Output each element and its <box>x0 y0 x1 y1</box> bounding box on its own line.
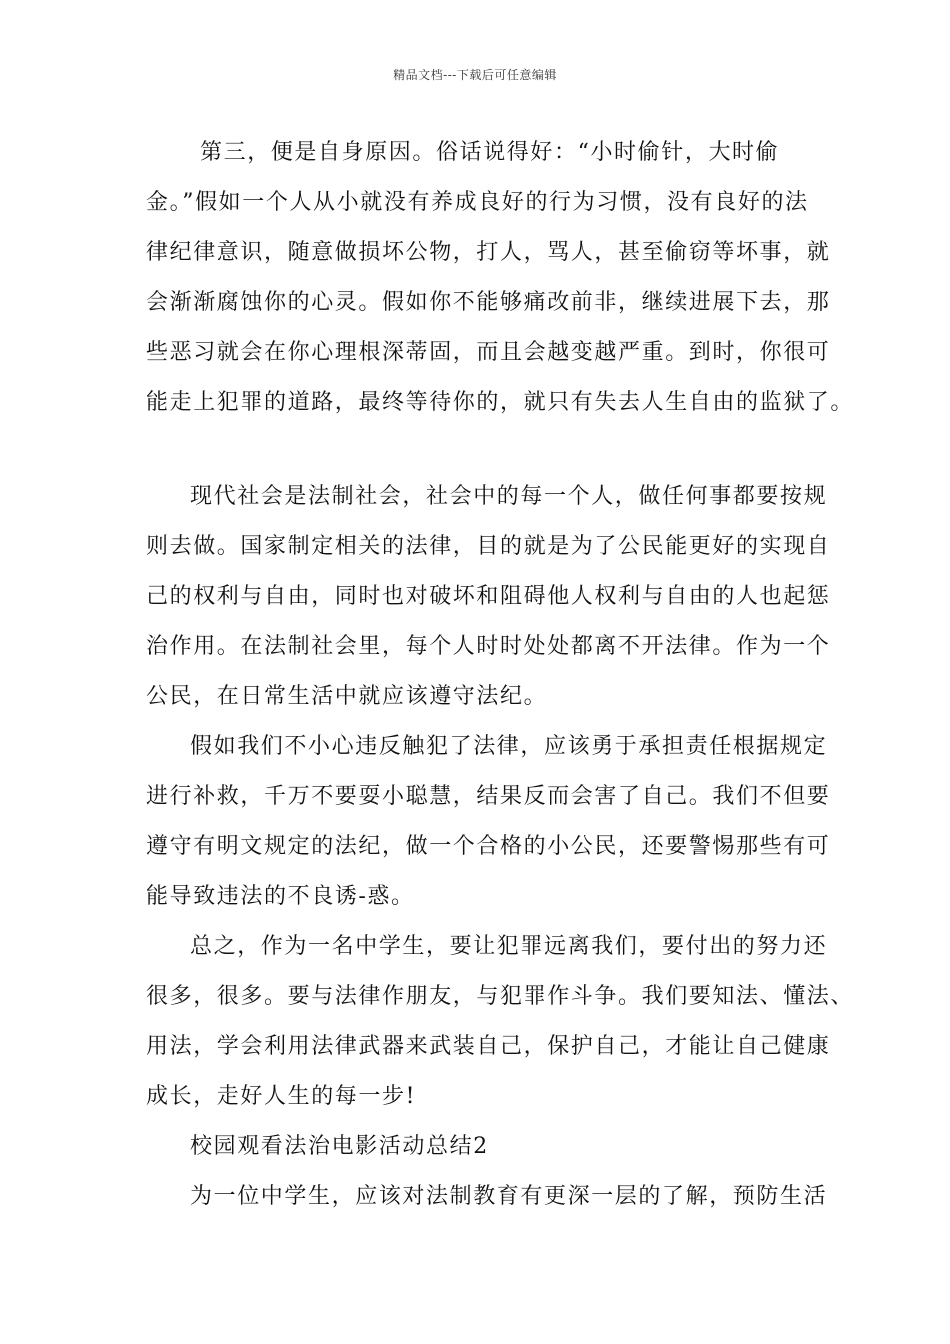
paragraph-line: 用法，学会利用法律武器来武装自己，保护自己，才能让自己健康 <box>146 1034 831 1059</box>
page-header: 精品文档---下载后可任意编辑 <box>393 68 557 82</box>
paragraph-line: 成长，走好人生的每一步! <box>146 1084 417 1109</box>
paragraph-spacer <box>146 428 836 472</box>
paragraph-line: 治作用。在法制社会里，每个人时时处处都离不开法律。作为一个 <box>146 634 831 659</box>
paragraph-line: 假如我们不小心违反触犯了法律，应该勇于承担责任根据规定 <box>190 734 828 759</box>
paragraph-line: 能走上犯罪的道路，最终等待你的，就只有失去人生自由的监狱了。 <box>146 390 855 415</box>
paragraph-line: 第三，便是自身原因。俗话说得好：“小时偷针，大时偷 <box>200 140 780 165</box>
paragraph-line: 己的权利与自由，同时也对破坏和阻碍他人权利与自由的人也起惩 <box>146 584 831 609</box>
paragraph-line: 为一位中学生，应该对法制教育有更深一层的了解，预防生活 <box>190 1184 828 1209</box>
paragraph-line: 能导致违法的不良诱-惑。 <box>146 884 415 909</box>
paragraph-next-section <box>146 1172 836 1222</box>
paragraph-conclusion <box>146 922 855 1122</box>
paragraph-line: 遵守有明文规定的法纪，做一个合格的小公民，还要警惕那些有可 <box>146 834 831 859</box>
paragraph-line: 很多，很多。要与法律作朋友，与犯罪作斗争。我们要知法、懂法、 <box>146 984 855 1009</box>
paragraph-line: 总之，作为一名中学生，要让犯罪远离我们，要付出的努力还 <box>190 934 828 959</box>
paragraph-legal-society <box>146 472 836 722</box>
paragraph-line: 现代社会是法制社会，社会中的每一个人，做任何事都要按规 <box>190 484 828 509</box>
paragraph-line: 会渐渐腐蚀你的心灵。假如你不能够痛改前非，继续进展下去，那 <box>146 290 831 315</box>
section-title: 校园观看法治电影活动总结2 <box>190 1134 489 1159</box>
document-body <box>146 128 855 1222</box>
paragraph-line: 公民，在日常生活中就应该遵守法纪。 <box>146 684 548 709</box>
paragraph-self-reasons <box>146 128 855 428</box>
paragraph-line: 则去做。国家制定相关的法律，目的就是为了公民能更好的实现自 <box>146 534 831 559</box>
paragraph-line: 金。”假如一个人从小就没有养成良好的行为习惯，没有良好的法 <box>146 190 809 215</box>
paragraph-take-responsibility <box>146 722 836 922</box>
section-heading <box>146 1122 836 1172</box>
paragraph-line: 律纪律意识，随意做损坏公物，打人，骂人，甚至偷窃等坏事，就 <box>146 240 831 265</box>
paragraph-line: 些恶习就会在你心理根深蒂固，而且会越变越严重。到时，你很可 <box>146 340 831 365</box>
paragraph-line: 进行补救，千万不要耍小聪慧，结果反而会害了自己。我们不但要 <box>146 784 831 809</box>
